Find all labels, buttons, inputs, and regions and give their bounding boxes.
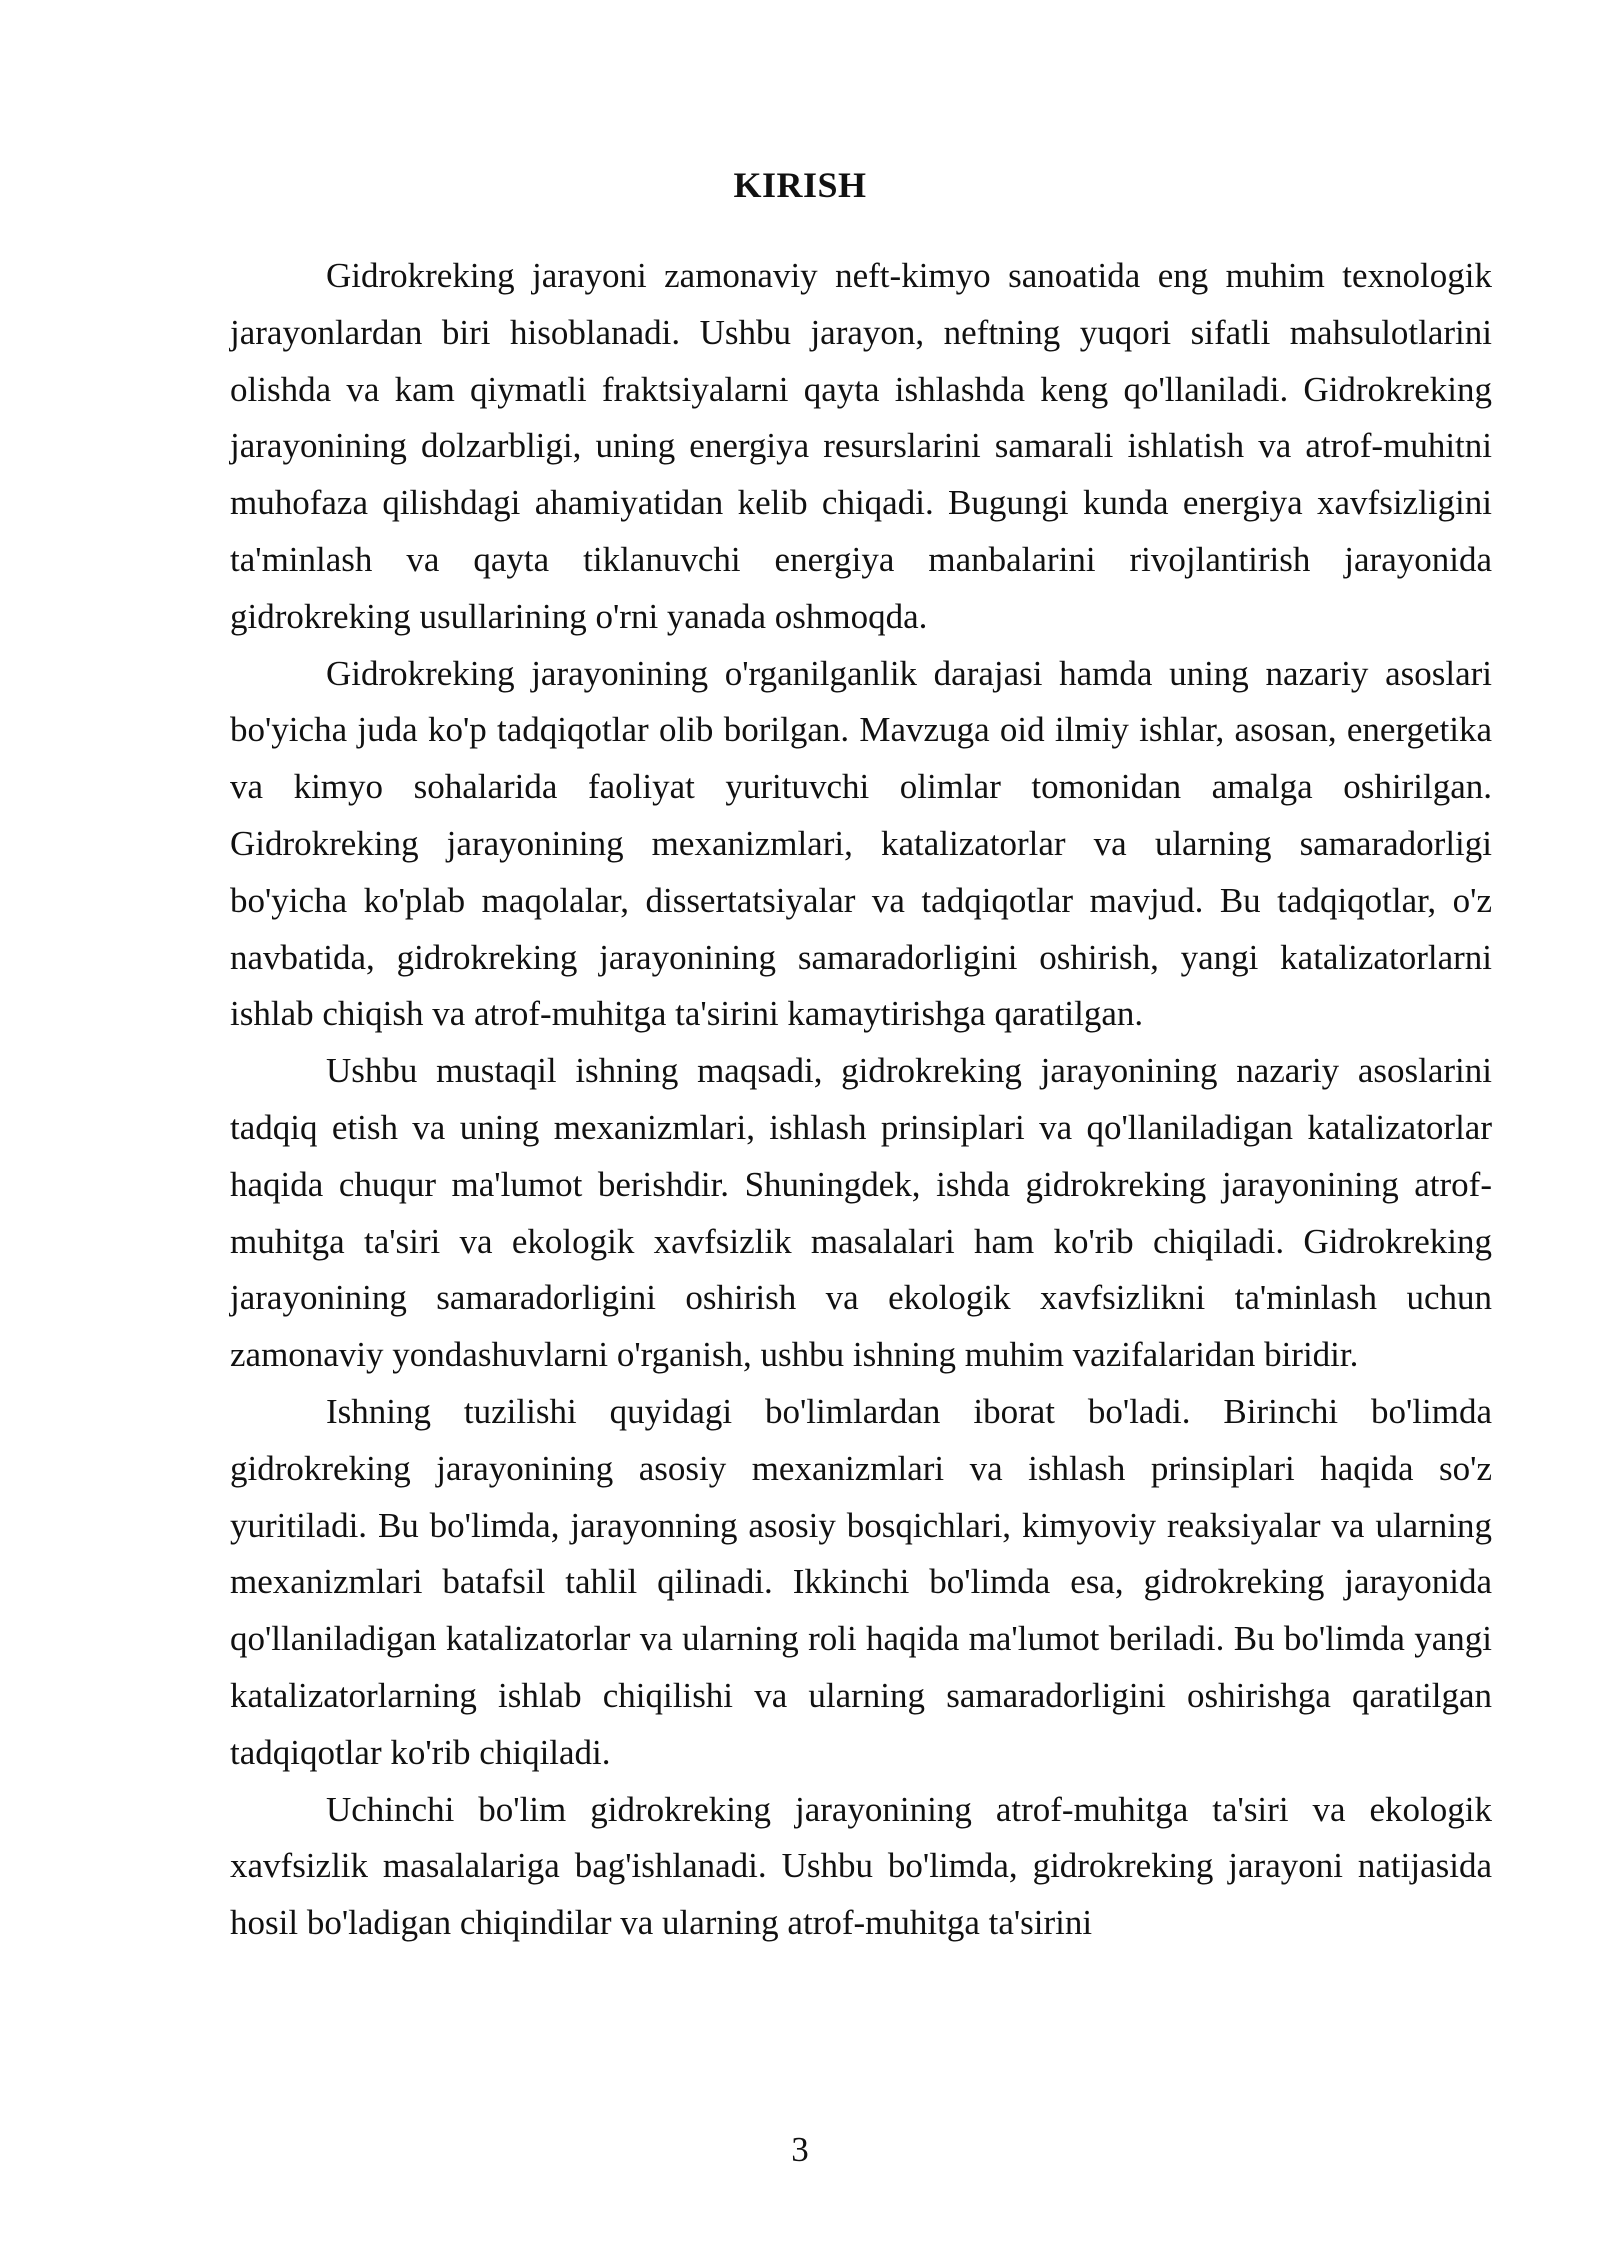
page-number: 3 <box>791 2130 809 2169</box>
paragraph: Ushbu mustaqil ishning maqsadi, gidrokreking jarayonining nazariy asoslarini tadqiq etish va uning mexanizmlari, ishlash prinsiplari va qo'llaniladigan katalizatorlar haqida chuqur ma'lumot berishdir. Shuningdek, ishda gidrokreking jarayonining atrof-muhitga ta'siri va ekologik xavfsizlik masalalari ham ko'rib chiqiladi. Gidrokreking jarayonining samaradorligini oshirish va ekologik xavfsizlikni ta'minlash uchun zamonaviy yondashuvlarni o'rganish, ushbu ishning muhim vazifalaridan biridir. <box>230 1051 1492 1375</box>
paragraph: Gidrokreking jarayonining o'rganilganlik darajasi hamda uning nazariy asoslari bo'yicha juda ko'p tadqiqotlar olib borilgan. Mavzuga oid ilmiy ishlar, asosan, energetika va kimyo sohalarida faoliyat yurituvchi olimlar tomonidan amalga oshirilgan. Gidrokreking jarayonining mexanizmlari, katalizatorlar va ularning samaradorligi bo'yicha ko'plab maqolalar, dissertatsiyalar va tadqiqotlar mavjud. Bu tadqiqotlar, o'z navbatida, gidrokreking jarayonining samaradorligini oshirish, yangi katalizatorlarni ishlab chiqish va atrof-muhitga ta'sirini kamaytirishga qaratilgan. <box>230 653 1492 1034</box>
paragraph: Gidrokreking jarayoni zamonaviy neft-kimyo sanoatida eng muhim texnologik jarayonlardan biri hisoblanadi. Ushbu jarayon, neftning yuqori sifatli mahsulotlarini olishda va kam qiymatli fraktsiyalarni qayta ishlashda keng qo'llaniladi. Gidrokreking jarayonining dolzarbligi, uning energiya resurslarini samarali ishlatish va atrof-muhitni muhofaza qilishdagi ahamiyatidan kelib chiqadi. Bugungi kunda energiya xavfsizligini ta'minlash va qayta tiklanuvchi energiya manbalarini rivojlantirish jarayonida gidrokreking usullarining o'rni yanada oshmoqda. <box>230 256 1492 636</box>
paragraph: Uchinchi bo'lim gidrokreking jarayonining atrof-muhitga ta'siri va ekologik xavfsizlik masalalariga bag'ishlanadi. Ushbu bo'limda, gidrokreking jarayoni natijasida hosil bo'ladigan chiqindilar va ularning atrof-muhitga ta'sirini <box>230 1789 1492 1943</box>
paragraph: Ishning tuzilishi quyidagi bo'limlardan iborat bo'ladi. Birinchi bo'limda gidrokreking jarayonining asosiy mexanizmlari va ishlash prinsiplari haqida so'z yuritiladi. Bu bo'limda, jarayonning asosiy bosqichlari, kimyoviy reaksiyalar va ularning mexanizmlari batafsil tahlil qilinadi. Ikkinchi bo'limda esa, gidrokreking jarayonida qo'llaniladigan katalizatorlar va ularning roli haqida ma'lumot beriladi. Bu bo'limda yangi katalizatorlarning ishlab chiqilishi va ularning samaradorligini oshirishga qaratilgan tadqiqotlar ko'rib chiqiladi. <box>230 1391 1492 1772</box>
page-title: KIRISH <box>733 165 867 205</box>
body-text <box>230 248 1492 1952</box>
